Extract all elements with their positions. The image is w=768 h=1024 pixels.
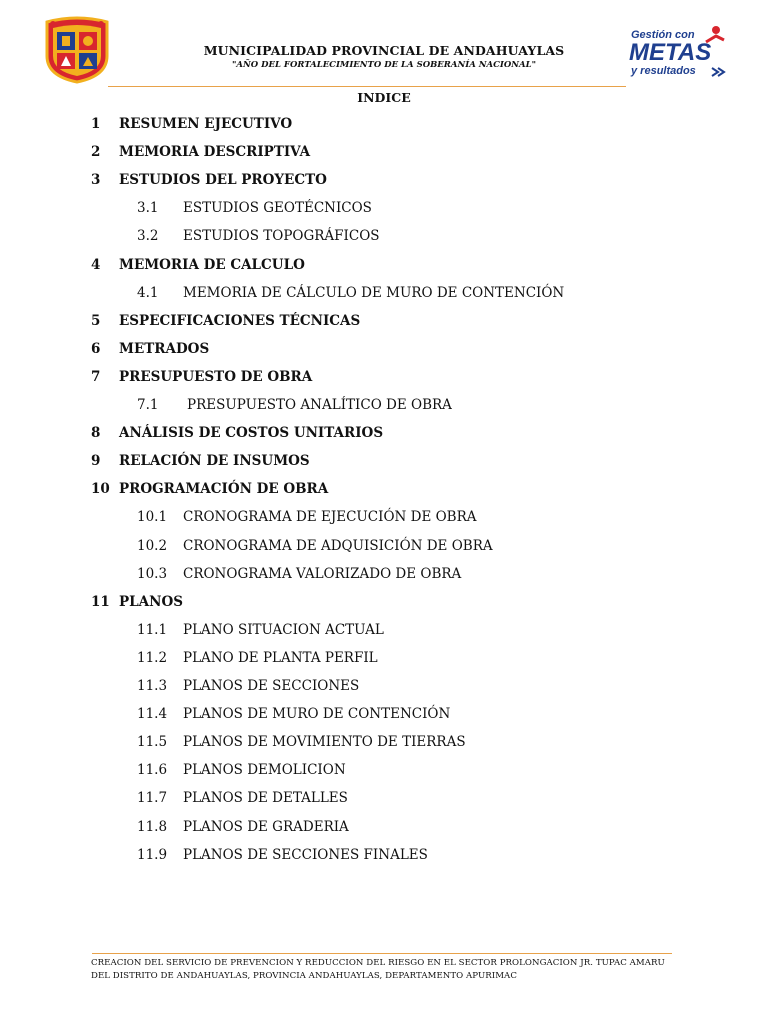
toc-section — [0, 425, 768, 445]
toc-number: 11.1 — [137, 621, 168, 638]
toc-number: 11.7 — [137, 790, 168, 807]
toc-number: 7 — [91, 368, 101, 385]
toc-subsection — [0, 678, 768, 698]
footer-line-2: DEL DISTRITO DE ANDAHUAYLAS, PROVINCIA ANDAHUAYLAS, DEPARTAMENTO APURIMAC — [91, 970, 517, 981]
toc-label: METRADOS — [119, 340, 210, 357]
project-footer — [91, 957, 691, 982]
toc-number: 11.6 — [137, 762, 168, 779]
toc-number: 5 — [91, 312, 101, 329]
toc-subsection — [0, 734, 768, 754]
toc-subsection — [0, 622, 768, 642]
toc-number: 11.2 — [137, 649, 168, 666]
toc-label: PLANOS DE MURO DE CONTENCIÓN — [183, 706, 451, 723]
toc-number: 3.2 — [137, 228, 159, 245]
toc-number: 11 — [91, 593, 110, 610]
toc-section — [0, 341, 768, 361]
toc-number: 11.4 — [137, 706, 168, 723]
toc-label: ANÁLISIS DE COSTOS UNITARIOS — [119, 425, 384, 442]
toc-label: PRESUPUESTO ANALÍTICO DE OBRA — [187, 397, 452, 413]
toc-label: PLANOS DE SECCIONES FINALES — [183, 846, 428, 863]
toc-subsection — [0, 285, 768, 305]
toc-section — [0, 257, 768, 277]
toc-number: 11.5 — [137, 734, 168, 751]
toc-number: 11.3 — [137, 678, 168, 694]
toc-subsection — [0, 762, 768, 782]
toc-label: PLANO SITUACION ACTUAL — [183, 621, 384, 638]
toc-number: 3 — [91, 172, 101, 189]
toc-label: PRESUPUESTO DE OBRA — [119, 368, 313, 385]
toc-section — [0, 453, 768, 473]
toc-number: 8 — [91, 425, 101, 442]
toc-subsection — [0, 819, 768, 839]
toc-label: PLANOS DE SECCIONES — [183, 678, 360, 694]
toc-section — [0, 172, 768, 192]
footer-line-1: CREACION DEL SERVICIO DE PREVENCION Y REDUCCION DEL RIESGO EN EL SECTOR PROLONGACION JR. TUPAC AMARU — [91, 958, 665, 968]
toc-number: 4.1 — [137, 284, 159, 301]
toc-label: PLANO DE PLANTA PERFIL — [183, 649, 378, 666]
index-title: INDICE — [357, 90, 411, 105]
municipality-title: MUNICIPALIDAD PROVINCIAL DE ANDAHUAYLAS — [203, 43, 565, 58]
toc-label: ESTUDIOS TOPOGRÁFICOS — [183, 228, 380, 245]
toc-subsection — [0, 397, 768, 417]
toc-label: MEMORIA DE CÁLCULO DE MURO DE CONTENCIÓN — [183, 284, 565, 301]
toc-subsection — [0, 706, 768, 726]
toc-number: 10 — [91, 481, 110, 498]
toc-number: 10.3 — [137, 565, 168, 582]
footer-divider — [92, 953, 672, 954]
toc-subsection — [0, 509, 768, 529]
toc-label: PLANOS DE DETALLES — [183, 790, 348, 807]
toc-subsection — [0, 200, 768, 220]
toc-number: 9 — [91, 453, 101, 470]
toc-label: PLANOS — [119, 593, 183, 610]
toc-section — [0, 116, 768, 136]
toc-label: PLANOS DE GRADERIA — [183, 818, 349, 835]
toc-label: RESUMEN EJECUTIVO — [119, 116, 293, 132]
toc-subsection — [0, 650, 768, 670]
toc-label: ESTUDIOS DEL PROYECTO — [119, 172, 327, 189]
toc-section — [0, 144, 768, 164]
toc-subsection — [0, 847, 768, 867]
toc-subsection — [0, 790, 768, 810]
toc-label: PROGRAMACIÓN DE OBRA — [119, 481, 329, 498]
toc-number: 11.8 — [137, 818, 168, 835]
toc-number: 4 — [91, 256, 101, 273]
toc-number: 10.1 — [137, 509, 168, 526]
toc-label: MEMORIA DESCRIPTIVA — [119, 144, 311, 161]
toc-number: 11.9 — [137, 846, 168, 863]
year-motto: "AÑO DEL FORTALECIMIENTO DE LA SOBERANÍA NACIONAL" — [231, 60, 537, 70]
toc-label: CRONOGRAMA DE ADQUISICIÓN DE OBRA — [183, 537, 493, 554]
logo-line1: Gestión con — [631, 29, 695, 41]
toc-section — [0, 369, 768, 389]
toc-label: PLANOS DE MOVIMIENTO DE TIERRAS — [183, 734, 466, 751]
toc-number: 7.1 — [137, 397, 159, 413]
toc-subsection — [0, 228, 768, 248]
logo-line3: y resultados — [631, 65, 696, 77]
toc-section — [0, 594, 768, 614]
toc-label: MEMORIA DE CALCULO — [119, 256, 305, 273]
toc-number: 6 — [91, 340, 101, 357]
toc-number: 1 — [91, 116, 101, 132]
toc-number: 2 — [91, 144, 101, 161]
toc-number: 10.2 — [137, 537, 168, 554]
toc-label: ESPECIFICACIONES TÉCNICAS — [119, 312, 361, 329]
toc-label: ESTUDIOS GEOTÉCNICOS — [183, 200, 372, 217]
toc-section — [0, 481, 768, 501]
toc-label: CRONOGRAMA DE EJECUCIÓN DE OBRA — [183, 509, 477, 526]
toc-section — [0, 313, 768, 333]
toc-label: CRONOGRAMA VALORIZADO DE OBRA — [183, 565, 462, 582]
toc-subsection — [0, 566, 768, 586]
toc-number: 3.1 — [137, 200, 159, 217]
logo-line2: METAS — [629, 39, 712, 66]
toc-subsection — [0, 538, 768, 558]
toc-label: PLANOS DEMOLICION — [183, 762, 346, 779]
toc-label: RELACIÓN DE INSUMOS — [119, 453, 310, 470]
